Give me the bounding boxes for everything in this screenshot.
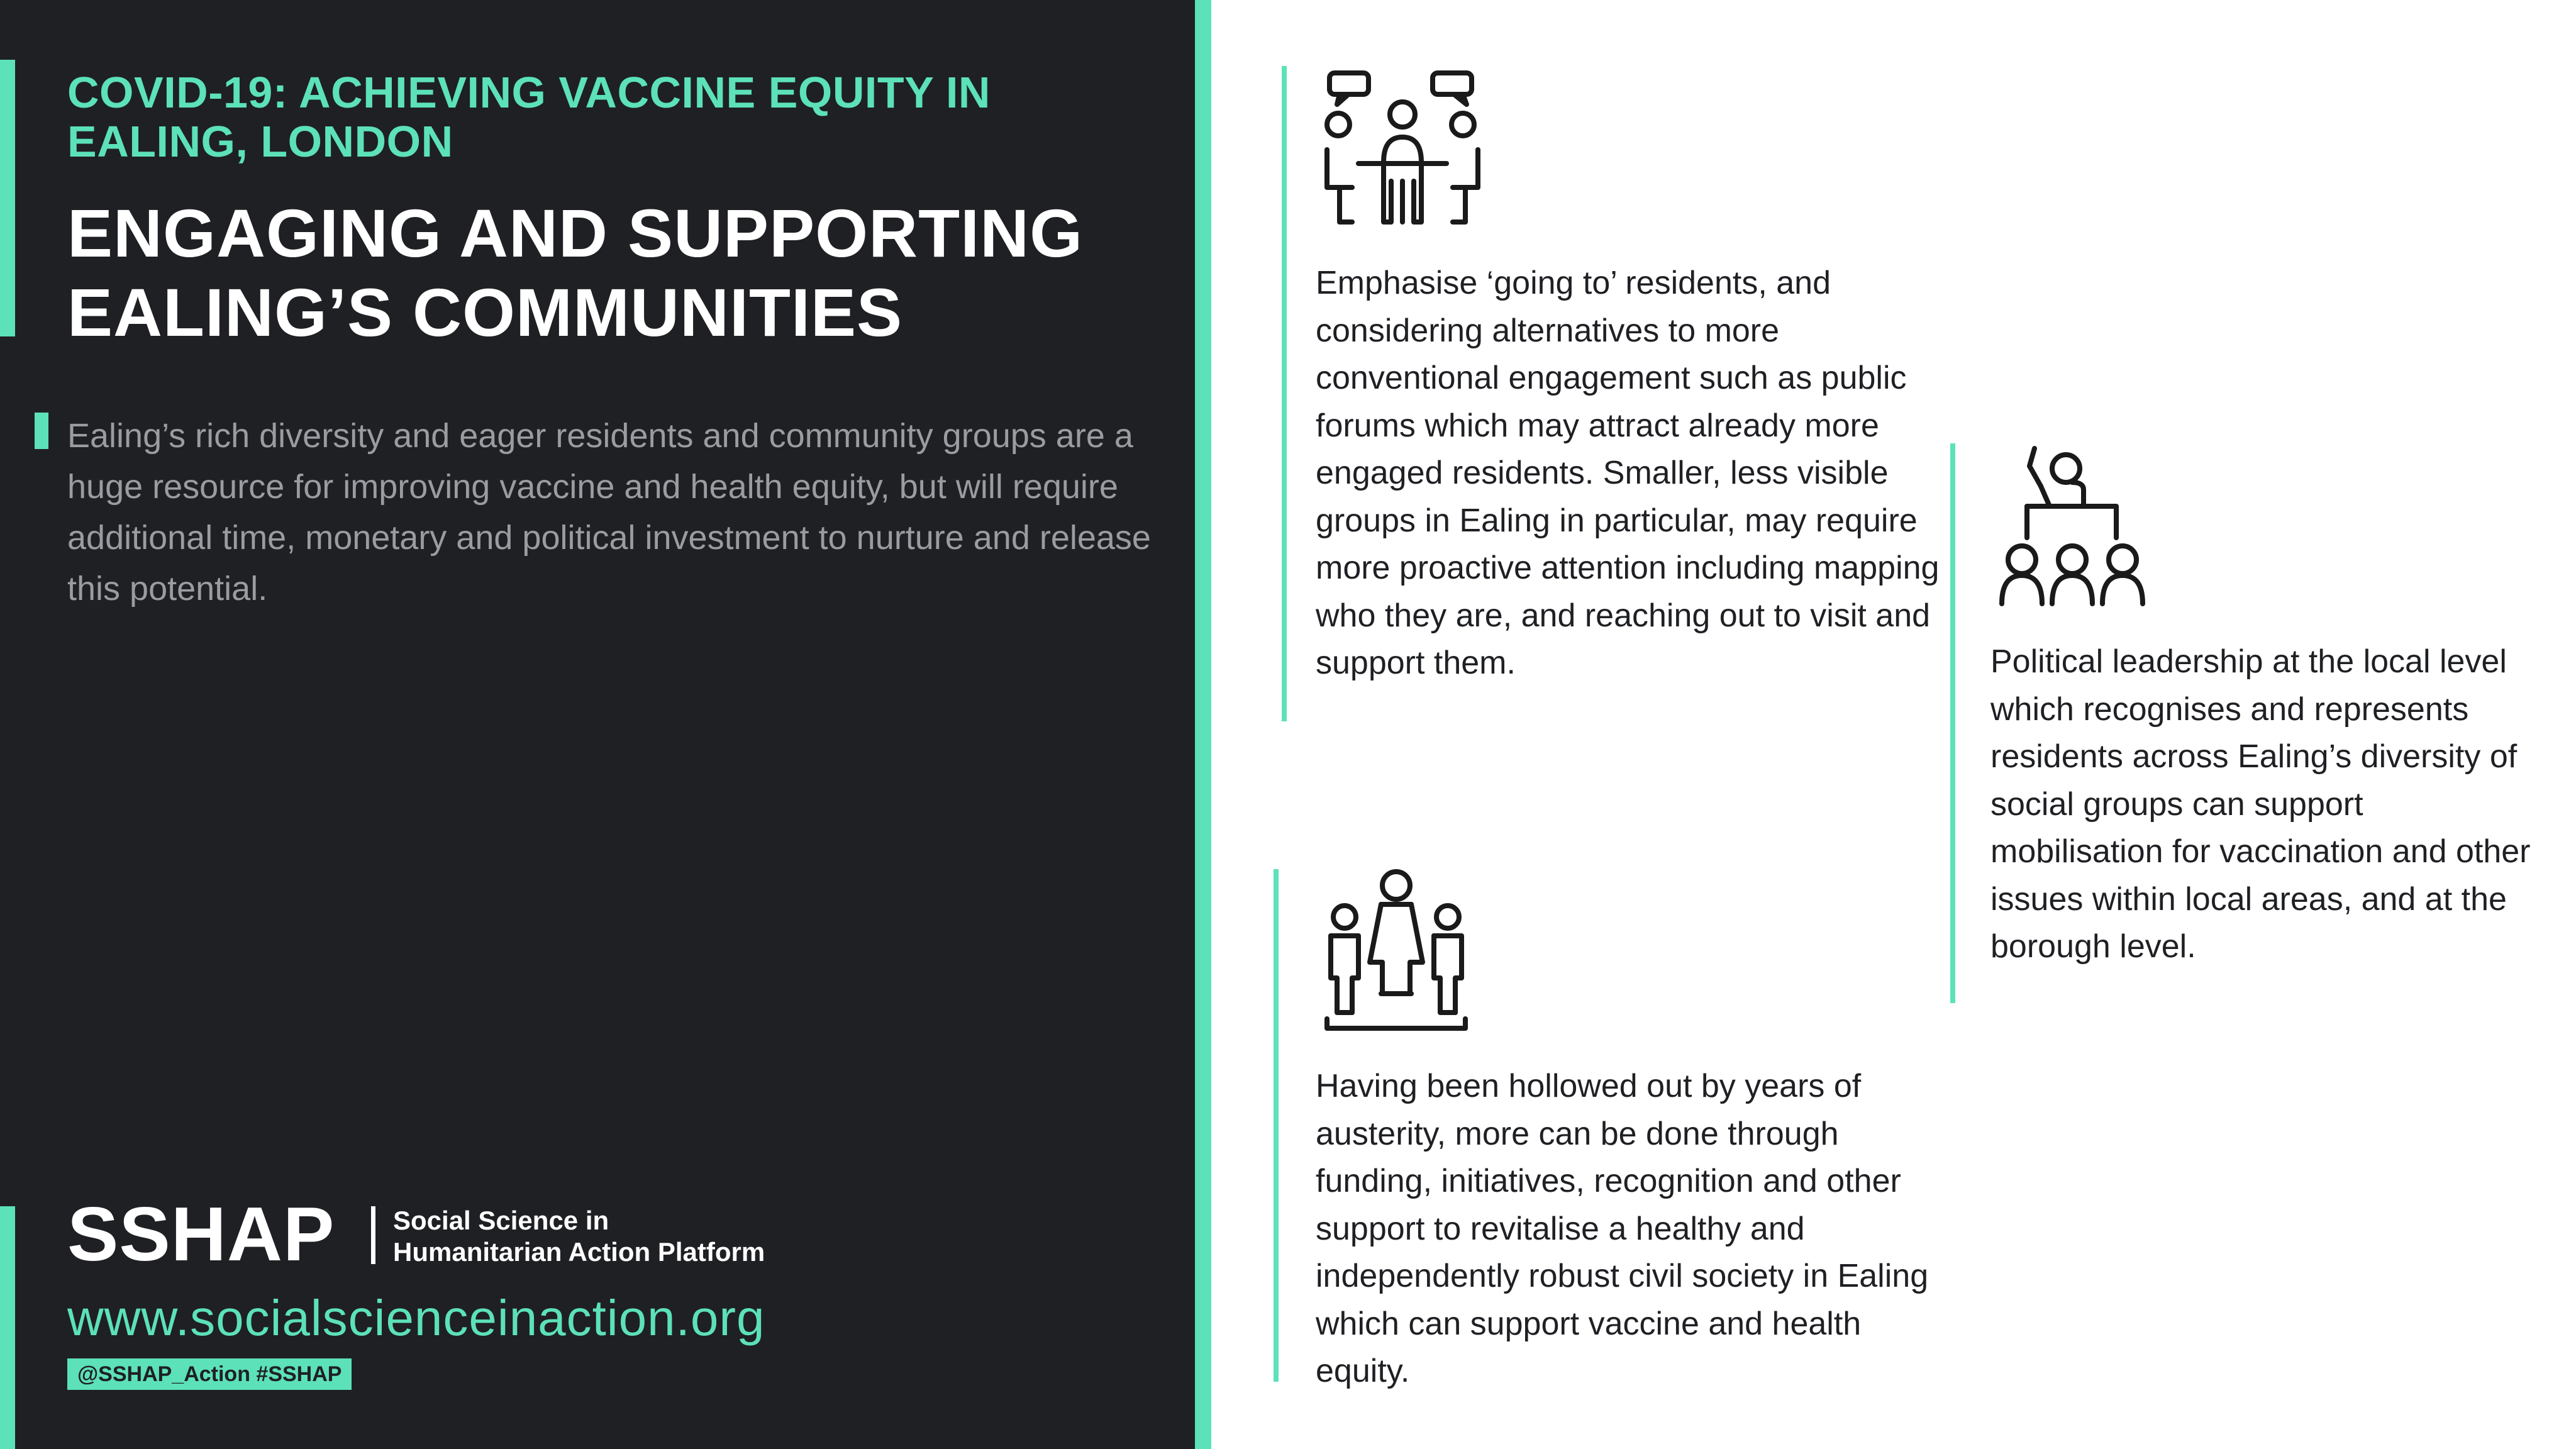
tagline-line-2: Humanitarian Action Platform <box>393 1237 765 1267</box>
sshap-logo: SSHAP <box>67 1191 335 1277</box>
card-2-text: Having been hollowed out by years of austerity, more can be done through funding, initiatives, recognition and other support to revitalise a healthy and independently robust civil society in Ealing which can support vaccine and health equity. <box>1316 1068 1929 1389</box>
subtitle: COVID-19: ACHIEVING VACCINE EQUITY IN EALING, LONDON <box>67 68 991 166</box>
panel-divider <box>1195 0 1211 1449</box>
card-1-text: Emphasise ‘going to’ residents, and considering alternatives to more conventional engagement such as public forums which may attract already more engaged residents. Smaller, less visible groups in Ealing in particular, may require more proactive attention including mapping who they are, and reaching out to visit and support them. <box>1316 265 1940 681</box>
intro-text: Ealing’s rich diversity and eager residents and community groups are a huge resource for improving vaccine and health equity, but will require additional time, monetary and political investment to nurture and release this potential. <box>67 417 1151 608</box>
brand-separator <box>371 1206 375 1264</box>
intro-marker <box>35 413 48 449</box>
accent-edge-top <box>0 60 15 336</box>
political-leader-icon <box>1997 443 2148 607</box>
community-meeting-icon <box>1321 68 1484 229</box>
card-2-accent-bar <box>1274 869 1279 1382</box>
card-3-text: Political leadership at the local level which recognises and represents residents across Ealing’s diversity of social groups can support mobilisation for vaccination and other issues within local areas, and at the borough level. <box>1990 643 2531 965</box>
accent-edge-bottom <box>0 1206 15 1449</box>
tagline-line-1: Social Science in <box>393 1206 609 1235</box>
social-handle-badge: @SSHAP_Action #SSHAP <box>67 1358 352 1390</box>
family-icon <box>1321 868 1472 1031</box>
website-link[interactable]: www.socialscienceinaction.org <box>67 1290 765 1346</box>
card-3-accent-bar <box>1950 443 1955 1003</box>
brand-tagline <box>393 1205 896 1268</box>
card-1-accent-bar <box>1282 66 1287 721</box>
page-title: ENGAGING AND SUPPORTING EALING’S COMMUNITIES <box>67 195 1084 350</box>
